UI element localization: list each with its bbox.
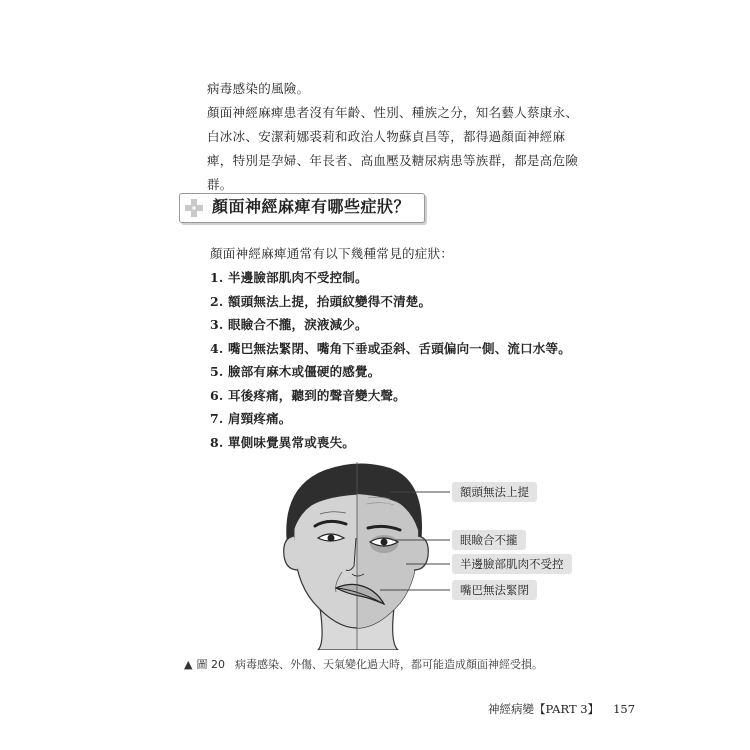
callout-forehead: 額頭無法上提 [452,482,537,502]
list-item: 5. 臉部有麻木或僵硬的感覺。 [210,364,381,379]
figure-caption [184,656,543,672]
list-item: 8. 單側味覺異常或喪失。 [210,434,356,450]
section-title: 顏面神經麻痺有哪些症狀？ [212,197,411,216]
list-item: 7. 肩頸疼痛。 [210,411,292,426]
paragraph-2-text: 顏面神經麻痺患者沒有年齡、性別、種族之分，知名藝人蔡康永、白冰冰、安潔莉娜裘莉和政治人物蘇貞昌等，都得過顏面神經麻痺，特別是孕婦、年長者、高血壓及糖尿病患等族群，都是高危險群。 [207,105,579,192]
callout-eyelid: 眼瞼合不攏 [452,530,526,550]
caption-label: 圖 20 [196,658,225,671]
list-item: 2. 額頭無法上提，抬頭紋變得不清楚。 [210,293,432,309]
list-item: 6. 耳後疼痛，聽到的聲音變大聲。 [210,387,406,403]
callout-mouth: 嘴巴無法緊閉 [452,580,537,600]
section-heading [179,193,427,223]
page-number: 157 [613,702,636,716]
page-footer [488,701,635,717]
list-item: 3. 眼瞼合不攏，淚液減少。 [210,317,368,332]
footer-section: 神經病變【PART 3】 [488,702,600,716]
text-paragraph-2 [183,101,583,197]
callout-half-face: 半邊臉部肌肉不受控 [452,554,572,574]
caption-text: 病毒感染、外傷、天氣變化過大時，都可能造成顏面神經受損。 [234,658,543,671]
symptoms-intro: 顏面神經麻痺通常有以下幾種常見的症狀： [210,246,454,261]
list-item: 1. 半邊臉部肌肉不受控制。 [210,270,368,285]
caption-marker: ▲ [184,658,193,671]
list-item: 4. 嘴巴無法緊閉、嘴角下垂或歪斜、舌頭偏向一側、流口水等。 [210,340,571,356]
medical-cross-icon [185,199,203,217]
text-paragraph-1 [183,77,583,101]
symptom-list [210,266,571,454]
paragraph-1-text: 病毒感染的風險。 [207,81,310,96]
